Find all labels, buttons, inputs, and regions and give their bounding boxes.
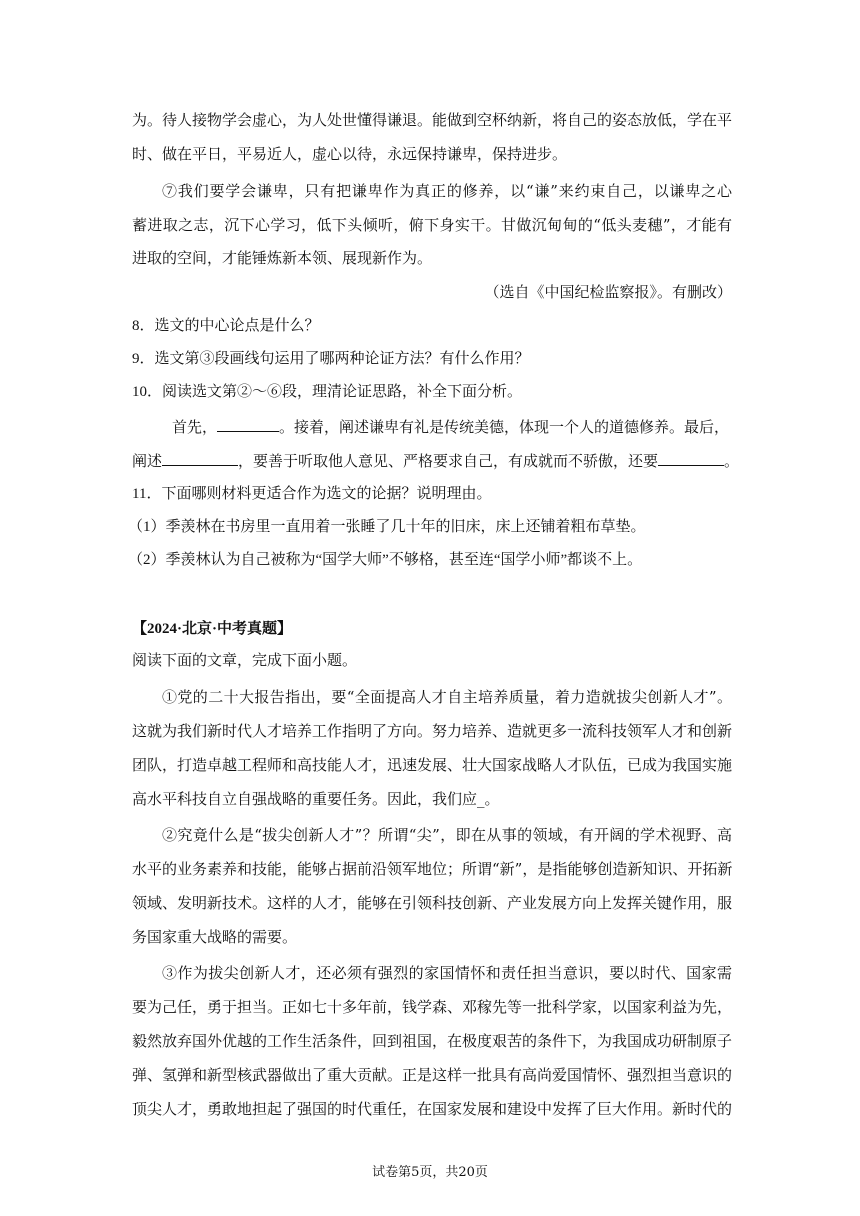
- paragraph-7-line-2: 蓄进取之志，沉下心学习，低下头倾听，俯下身实干。甘做沉甸甸的“低头麦穗”，才能有: [132, 216, 732, 234]
- question-11: 11．下面哪则材料更适合作为选文的论据？说明理由。: [132, 486, 492, 502]
- question-8: 8．选文的中心论点是什么？: [132, 318, 320, 334]
- question-10-analysis-line-2: [132, 450, 740, 472]
- s2-paragraph-1-line-3: 团队，打造卓越工程师和高技能人才，迅速发展、壮大国家战略人才队伍，已成为我国实施: [132, 756, 733, 774]
- s2-paragraph-1-line-2: 这就为我们新时代人才培养工作指明了方向。努力培养、造就更多一流科技领军人才和创新: [132, 722, 733, 740]
- question-11-option-1: （1）季羡林在书房里一直用着一张睡了几十年的旧床，床上还铺着粗布草垫。: [128, 519, 646, 535]
- s2-paragraph-3-line-2: 要为己任，勇于担当。正如七十多年前，钱学森、邓稼先等一批科学家，以国家利益为先，: [132, 998, 733, 1016]
- question-10: 10．阅读选文第②～⑥段，理清论证思路，补全下面分析。: [132, 384, 523, 400]
- s2-paragraph-3-line-5: 顶尖人才，勇敢地担起了强国的时代重任，在国家发展和建设中发挥了巨大作用。新时代的: [132, 1100, 733, 1118]
- answer-blank-2[interactable]: [162, 450, 238, 466]
- page-number-footer: 试卷第5页，共20页: [372, 1165, 488, 1180]
- section-title: 【2024·北京·中考真题】: [132, 621, 293, 637]
- q10-text-first: 首先，: [172, 420, 218, 436]
- paragraph-6-line-1: 为。待人接物学会虚心，为人处世懂得谦退。能做到空杯纳新，将自己的姿态放低，学在平: [132, 111, 733, 129]
- q10-text-middle: ，要善于听取他人意见、严格要求自己，有成就而不骄傲，还要: [238, 454, 659, 470]
- question-10-analysis-line-1: [172, 416, 732, 438]
- paragraph-7-line-1: ⑦我们要学会谦卑，只有把谦卑作为真正的修养，以“谦”来约束自己，以谦卑之心: [162, 182, 732, 200]
- answer-blank-1[interactable]: [217, 416, 279, 432]
- source-citation: （选自《中国纪检监察报》。有删改）: [484, 283, 732, 301]
- s2-paragraph-2-line-3: 领域、发明新技术。这样的人才，能够在引领科技创新、产业发展方向上发挥关键作用，服: [132, 894, 733, 912]
- s2-paragraph-3-line-1: ③作为拔尖创新人才，还必须有强烈的家国情怀和责任担当意识，要以时代、国家需: [162, 964, 732, 982]
- q10-text-describe: 阐述: [132, 454, 163, 470]
- q10-text-end: 。: [724, 454, 740, 470]
- s2-paragraph-2-line-1: ②究竟什么是“拔尖创新人才”？所谓“尖”，即在从事的领域，有开阔的学术视野、高: [162, 826, 732, 844]
- paragraph-7-line-3: 进取的空间，才能锤炼新本领、展现新作为。: [132, 249, 433, 267]
- section-instruction: 阅读下面的文章，完成下面小题。: [132, 653, 358, 669]
- s2-paragraph-3-line-4: 弹、氢弹和新型核武器做出了重大贡献。正是这样一批具有高尚爱国情怀、强烈担当意识的: [132, 1066, 733, 1084]
- s2-paragraph-1-line-1: ①党的二十大报告指出，要“全面提高人才自主培养质量，着力造就拔尖创新人才”。: [162, 688, 732, 706]
- answer-blank-3[interactable]: [658, 450, 724, 466]
- paragraph-6-line-2: 时、做在平日，平易近人，虚心以待，永远保持谦卑，保持进步。: [132, 145, 568, 163]
- s2-paragraph-3-line-3: 毅然放弃国外优越的工作生活条件，回到祖国，在极度艰苦的条件下，为我国成功研制原子: [132, 1032, 733, 1050]
- s2-paragraph-2-line-2: 水平的业务素养和技能，能够占据前沿领军地位；所谓“新”，是指能够创造新知识、开拓新: [132, 860, 733, 878]
- question-11-option-2: （2）季羡林认为自己被称为“国学大师”不够格，甚至连“国学小师”都谈不上。: [128, 552, 643, 568]
- q10-text-then: 。接着，阐述谦卑有礼是传统美德，体现一个人的道德修养。最后，: [279, 420, 730, 436]
- s2-paragraph-1-line-4: 高水平科技自立自强战略的重要任务。因此，我们应_。: [132, 790, 500, 808]
- question-9: 9．选文第③段画线句运用了哪两种论证方法？有什么作用？: [132, 351, 530, 367]
- s2-paragraph-2-line-4: 务国家重大战略的需要。: [132, 928, 298, 946]
